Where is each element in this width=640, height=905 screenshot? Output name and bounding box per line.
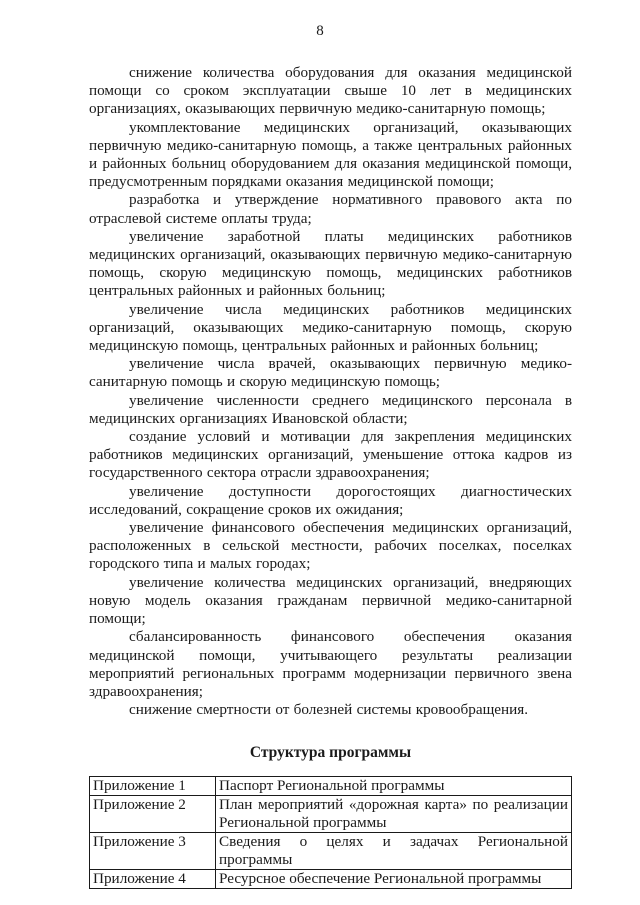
list-item: укомплектование медицинских организаций, оказывающих первичную медико-санитарную помощь, а также центральных районных и районных больниц оборудованием для оказания медицинской помощи, предусмотренным порядками оказания медицинской помощи; <box>89 118 572 191</box>
list-item: увеличение численности среднего медицинского персонала в медицинских организациях Ивановской области; <box>89 391 572 427</box>
description-cell: Паспорт Региональной программы <box>216 777 572 796</box>
list-item: создание условий и мотивации для закрепления медицинских работников медицинских организаций, уменьшение оттока кадров из государственного сектора отрасли здравоохранения; <box>89 428 572 482</box>
appendix-cell: Приложение 2 <box>90 796 216 833</box>
list-item: разработка и утверждение нормативного правового акта по отраслевой системе оплаты труда; <box>89 191 572 227</box>
appendix-cell: Приложение 3 <box>90 833 216 870</box>
table-row <box>90 870 572 889</box>
table-row <box>90 833 572 870</box>
description-cell: План мероприятий «дорожная карта» по реализации Региональной программы <box>216 796 572 833</box>
list-item: снижение смертности от болезней системы кровообращения. <box>129 701 529 719</box>
description-cell: Сведения о целях и задачах Региональной программы <box>216 833 572 870</box>
page-number: 8 <box>316 23 324 39</box>
list-item: увеличение числа врачей, оказывающих первичную медико-санитарную помощь и скорую медицинскую помощь; <box>89 355 572 391</box>
list-item: увеличение количества медицинских организаций, внедряющих новую модель оказания гражданам первичной медико-санитарной помощи; <box>89 573 572 628</box>
document-body <box>89 64 572 889</box>
list-item: сбалансированность финансового обеспечения оказания медицинской помощи, учитывающего результаты реализации мероприятий региональных программ модернизации первичного звена здравоохранения; <box>89 628 572 700</box>
structure-table <box>89 776 572 889</box>
appendix-cell: Приложение 1 <box>90 777 216 796</box>
table-row <box>90 777 572 796</box>
list-item: увеличение числа медицинских работников медицинских организаций, оказывающих медико-санитарную помощь, скорую медицинскую помощь, центральных районных и районных больниц; <box>89 300 572 355</box>
description-cell: Ресурсное обеспечение Региональной программы <box>216 870 572 889</box>
appendix-cell: Приложение 4 <box>90 870 216 889</box>
table-row <box>90 796 572 833</box>
section-title: Структура программы <box>249 744 412 762</box>
list-item: снижение количества оборудования для оказания медицинской помощи со сроком эксплуатации свыше 10 лет в медицинских организациях, оказывающих первичную медико-санитарную помощь; <box>89 64 572 118</box>
list-item: увеличение заработной платы медицинских работников медицинских организаций, оказывающих первичную медико-санитарную помощь, скорую медицинскую помощь, медицинских работников центральных районных и районных больниц; <box>89 227 572 300</box>
list-item: увеличение финансового обеспечения медицинских организаций, расположенных в сельской местности, рабочих поселках, поселках городского типа и малых городах; <box>89 519 572 573</box>
list-item: увеличение доступности дорогостоящих диагностических исследований, сокращение сроков их ожидания; <box>89 482 572 518</box>
